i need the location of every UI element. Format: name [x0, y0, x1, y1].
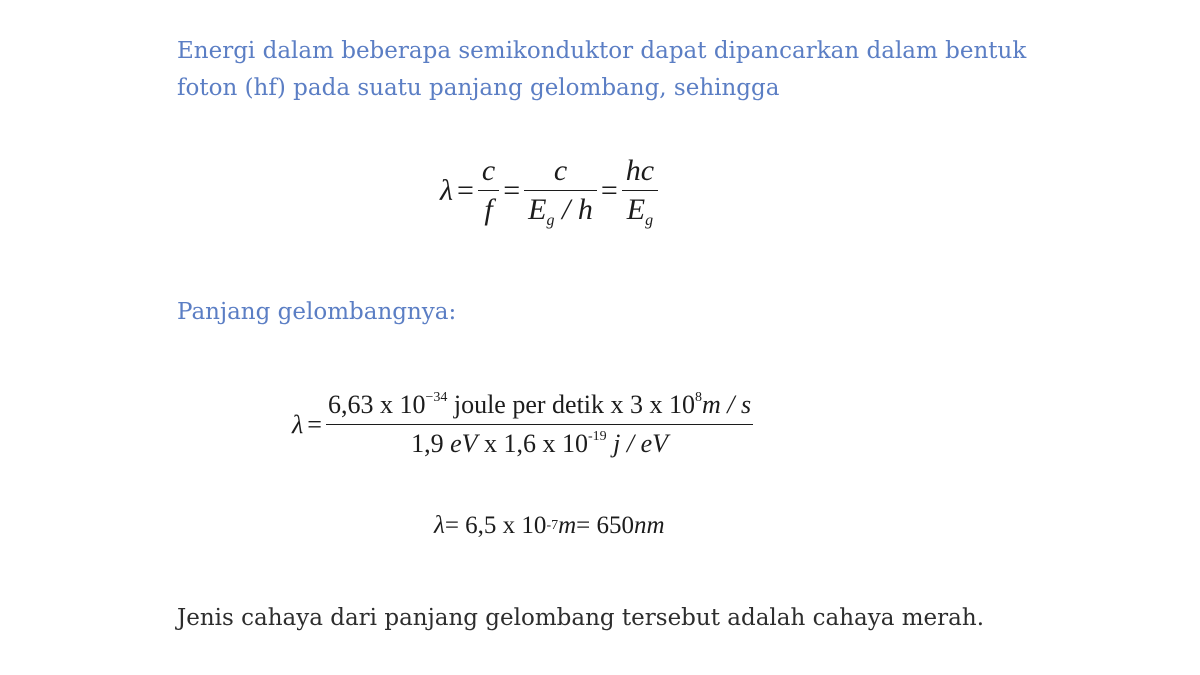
- planck-constant: 6,63 x 10: [327, 390, 426, 419]
- fraction-hc-over-eg: [622, 154, 658, 227]
- fraction-denominator: f: [484, 193, 493, 226]
- conversion-factor: x 1,6 x 10: [477, 429, 588, 458]
- lambda-symbol: λ: [440, 173, 453, 207]
- exponent: 8: [695, 390, 703, 405]
- unit: m: [558, 512, 577, 539]
- gap-subscript: g: [546, 212, 555, 229]
- energy-symbol: E: [626, 193, 646, 226]
- equals-sign: =: [307, 409, 322, 439]
- fraction-denominator: [524, 191, 597, 227]
- wavelength-formula: [440, 154, 658, 227]
- result-value-nm: = 650: [576, 512, 635, 539]
- fraction-denominator: [623, 191, 657, 227]
- unit: eV: [450, 429, 478, 458]
- wavelength-result: λ = 6,5 x 10 -7 m = 650 nm: [434, 512, 665, 539]
- fraction-numerator: hc: [625, 154, 655, 187]
- energy-symbol: E: [528, 193, 547, 226]
- speed-of-light: joule per detik x 3 x 10: [447, 390, 696, 419]
- calculation-fraction: [326, 390, 753, 459]
- fraction-c-over-eg-h: [524, 154, 597, 227]
- intro-paragraph: Energi dalam beberapa semikonduktor dapat dipancarkan dalam bentuk foton (hf) pada suatu panjang gelombang, sehingga: [177, 38, 1027, 101]
- unit: j / eV: [606, 429, 669, 458]
- unit: nm: [634, 512, 665, 539]
- fraction-numerator: c: [553, 154, 568, 187]
- lambda-symbol: λ: [292, 409, 304, 439]
- over-h: / h: [554, 193, 593, 226]
- subheading: Panjang gelombangnya:: [177, 299, 457, 325]
- lambda-symbol: λ: [434, 512, 445, 539]
- fraction-numerator: [326, 390, 753, 424]
- wavelength-calculation: [292, 390, 753, 459]
- exponent: -19: [587, 429, 607, 444]
- gap-subscript: g: [645, 212, 654, 229]
- fraction-numerator: c: [481, 154, 496, 187]
- fraction-c-over-f: [478, 154, 499, 227]
- exponent: −34: [425, 390, 448, 405]
- equals-sign: =: [600, 173, 618, 207]
- result-value: = 6,5 x 10: [444, 512, 547, 539]
- fraction-denominator: [407, 425, 672, 459]
- conclusion-paragraph: Jenis cahaya dari panjang gelombang tersebut adalah cahaya merah.: [177, 605, 984, 631]
- equals-sign: =: [457, 173, 474, 207]
- unit: m / s: [702, 390, 752, 419]
- energy-value: 1,9: [411, 429, 451, 458]
- equals-sign: =: [503, 173, 521, 207]
